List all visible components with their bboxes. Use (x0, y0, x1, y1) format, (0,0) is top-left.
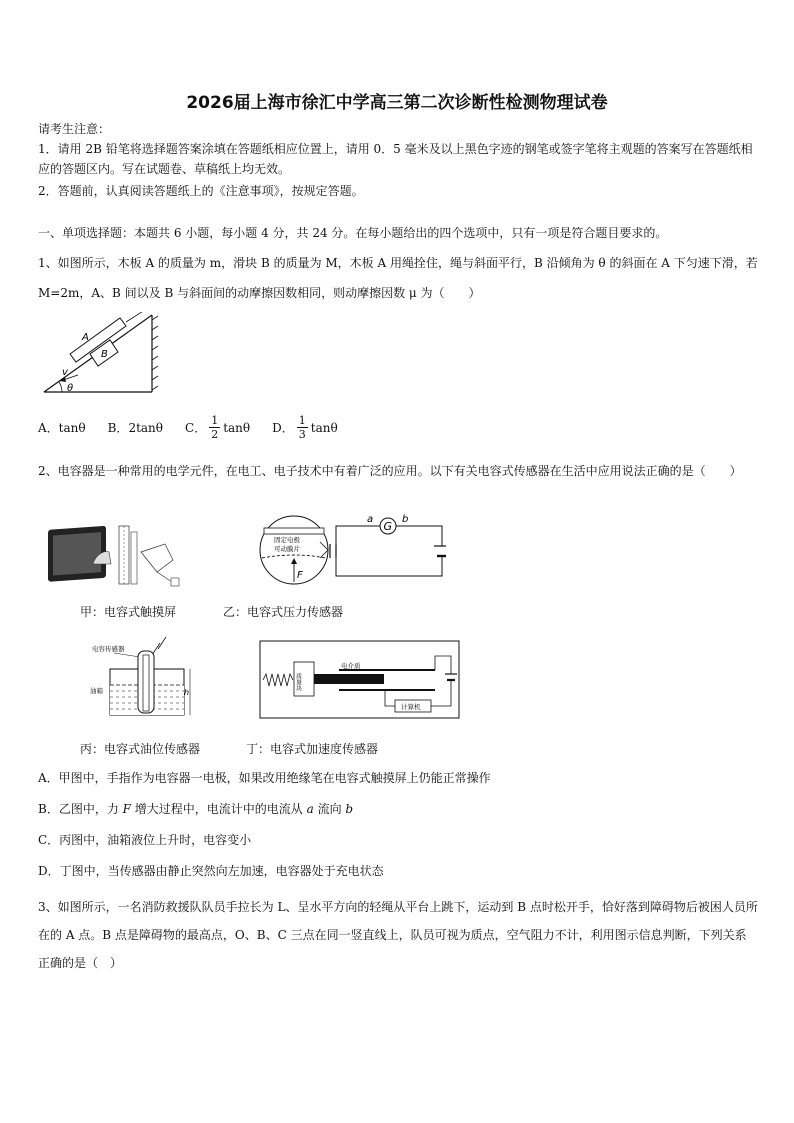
question-3-stem: 3、如图所示，一名消防救援队队员手拉长为 L、呈水平方向的轻绳从平台上跳下，运动到 B 点时松开手，恰好落到障碍物后被困人员所在的 A 点。B 点是障碍物的最高点，O、B、C 三点在同一竖直线上，队员可视为质点，空气阻力不计，利用图示信息判断，下列关系正确的是（ ） (38, 900, 758, 970)
label-fixed-electrode: 固定电极 (274, 536, 300, 544)
option-d[interactable]: D． $\frac{1}{3}$ tanθ (272, 414, 338, 441)
option-b[interactable]: B． 2tanθ (107, 420, 164, 435)
accelerometer-figure (259, 640, 461, 720)
label-b-point: b (402, 514, 409, 525)
touchscreen-figure (45, 520, 195, 592)
tablet-screen (53, 532, 101, 575)
label-dielectric: 电介质 (341, 662, 361, 670)
label-capacitive-sensor: 电容传感器 (92, 645, 125, 653)
option-a[interactable]: A． tanθ (38, 420, 86, 435)
fraction-one-half: $\frac{1}{2}$ (211, 414, 219, 441)
label-theta: θ (67, 383, 74, 394)
label-oil-box: 油箱 (90, 687, 103, 695)
q2-option-c[interactable]: C．丙图中，油箱液位上升时，电容变小 (38, 833, 252, 847)
question-2-stem: 2、电容器是一种常用的电学元件，在电工、电子技术中有着广泛的应用。以下有关电容式传感器在生活中应用说法正确的是（ ） (38, 464, 742, 478)
pressure-sensor-figure (258, 512, 446, 592)
question-1-figure (38, 312, 163, 398)
option-c[interactable]: C． $\frac{1}{2}$ tanθ (185, 414, 251, 441)
label-a: A (82, 332, 89, 343)
label-mass-block: 质量块 (294, 673, 302, 691)
angle-arc (59, 382, 62, 392)
hand (141, 544, 173, 572)
incline-wall (152, 315, 158, 392)
page-title: 2026届上海市徐汇中学高三第二次诊断性检测物理试卷 (186, 93, 608, 113)
label-b: B (101, 349, 108, 360)
notice-item-1: 1．请用 2B 铅笔将选择题答案涂填在答题纸相应位置上，请用 0．5 毫米及以上黑色字迹的钢笔或签字笔将主观题的答案写在答题纸相应的答题区内。写在试题卷、草稿纸上均无效。 (38, 142, 753, 176)
layer-stack-2 (131, 532, 137, 584)
fraction-one-third: $\frac{1}{3}$ (298, 414, 306, 441)
label-f: F (297, 570, 303, 581)
fixed-electrode (264, 528, 324, 534)
label-a-point: a (367, 514, 374, 525)
question-1-options (38, 414, 360, 441)
notice-item-2: 2．答题前，认真阅读答题纸上的《注意事项》，按规定答题。 (38, 184, 364, 198)
caption-bing: 丙：电容式油位传感器 (80, 742, 201, 756)
section-heading: 一、单项选择题：本题共 6 小题，每小题 4 分，共 24 分。在每小题给出的四个选项中，只有一项是符合题目要求的。 (38, 226, 668, 240)
battery (434, 546, 446, 556)
label-v: v (62, 367, 68, 378)
question-1-stem: 1、如图所示，木板 A 的质量为 m，滑块 B 的质量为 M，木板 A 用绳拴住，绳与斜面平行，B 沿倾角为 θ 的斜面在 A 下匀速下滑，若 M=2m，A、B 间以及 B 与斜面间的动摩擦因数相同，则动摩擦因数 μ 为（ ） (38, 256, 758, 300)
notice-heading: 请考生注意： (38, 122, 111, 136)
label-movable-film: 可动膜片 (274, 545, 300, 553)
dielectric (314, 674, 384, 684)
caption-jia: 甲：电容式触摸屏 (80, 605, 177, 619)
q2-option-b[interactable]: B．乙图中，力 F 增大过程中，电流计中的电流从 a 流向 b (38, 802, 354, 816)
q2-option-a[interactable]: A．甲图中，手指作为电容器一电极，如果改用绝缘笔在电容式触摸屏上仍能正常操作 (38, 771, 491, 785)
oil-level-figure (88, 633, 198, 721)
caption-ding: 丁：电容式加速度传感器 (246, 742, 379, 756)
label-computer: 计算机 (401, 703, 421, 711)
label-h: h (184, 688, 190, 697)
capacitor-plates (330, 544, 336, 558)
label-g: G (383, 520, 393, 533)
caption-yi: 乙：电容式压力传感器 (223, 605, 344, 619)
q2-option-d[interactable]: D．丁图中，当传感器由静止突然向左加速，电容器处于充电状态 (38, 864, 384, 878)
